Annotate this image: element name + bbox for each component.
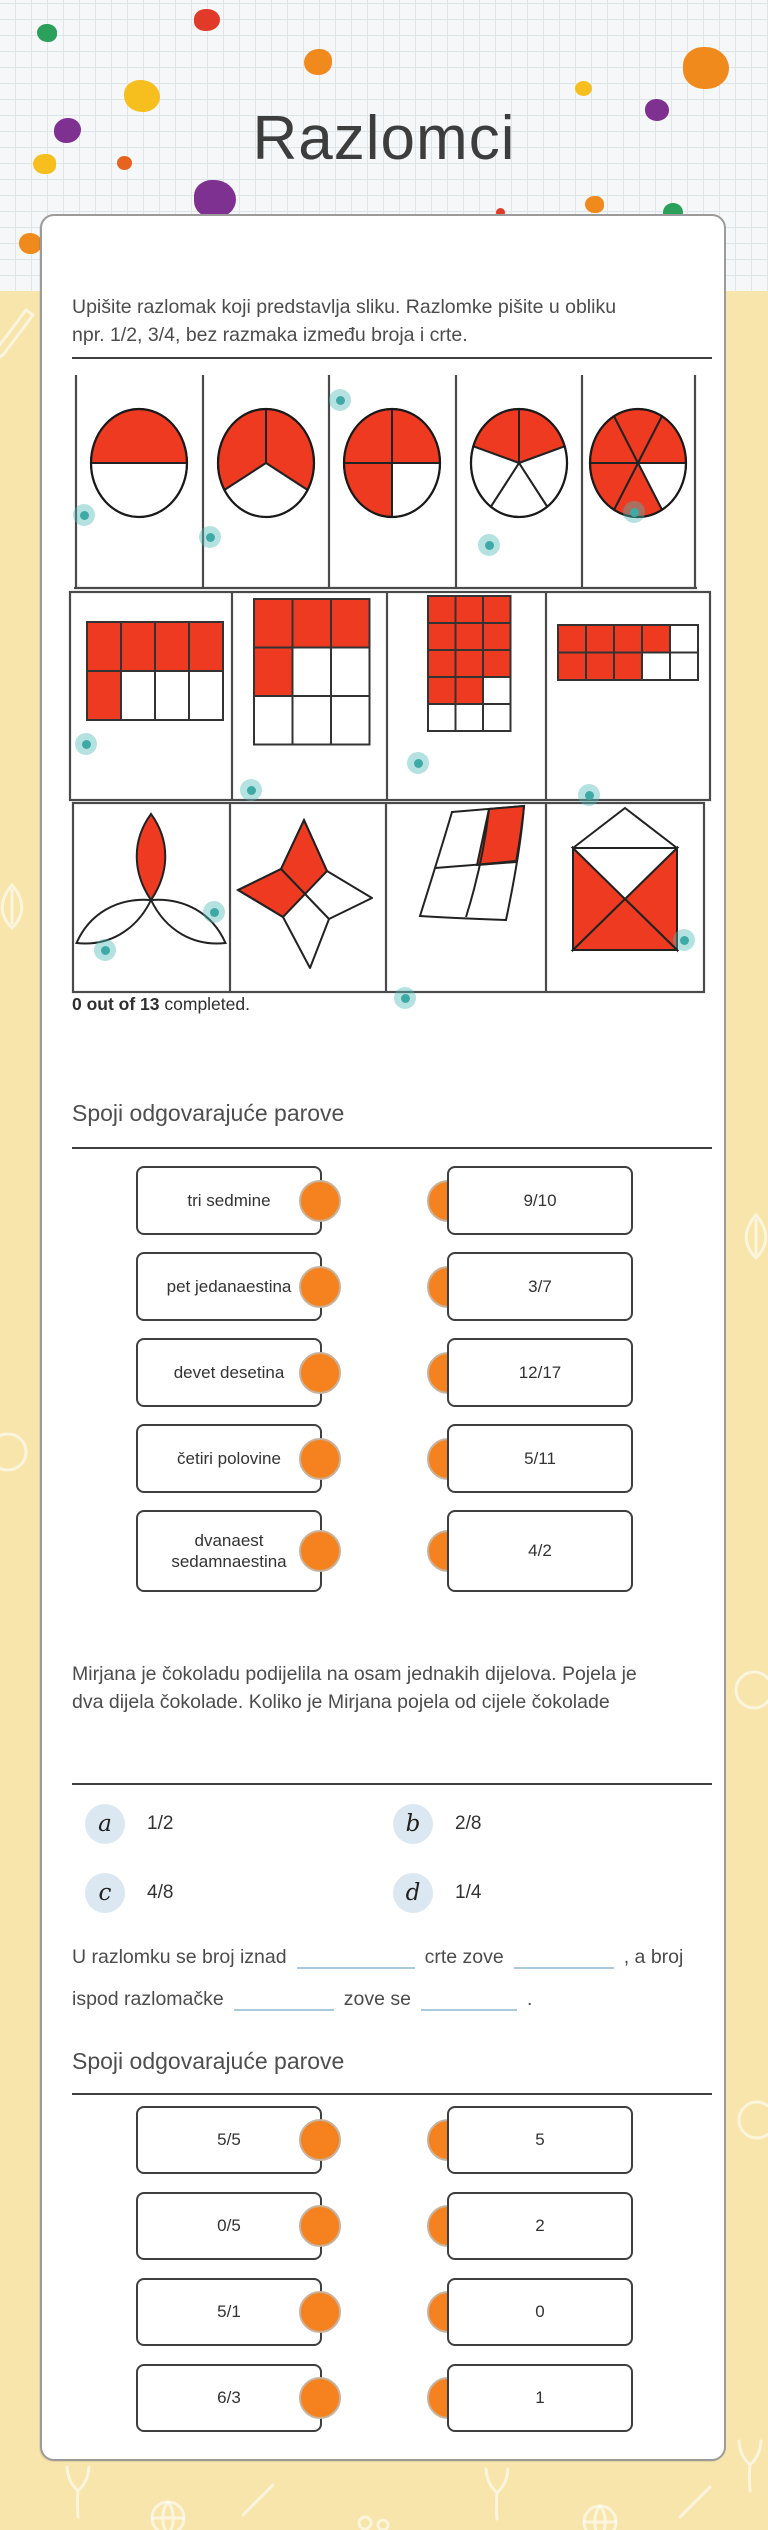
fill-blank-input[interactable] xyxy=(421,1983,517,2011)
hotspot-dot-icon xyxy=(414,759,423,768)
match-right-item: 0 xyxy=(447,2278,633,2346)
divider xyxy=(72,1147,712,1149)
progress-status: 0 out of 13 completed. xyxy=(72,994,250,1014)
page-title: Razlomci xyxy=(252,104,516,173)
hotspot-dot-icon xyxy=(401,994,410,1003)
answer-hotspot[interactable] xyxy=(407,752,429,774)
stick-doodle-icon xyxy=(660,2457,730,2530)
match-connector[interactable] xyxy=(299,1180,341,1222)
answer-hotspot[interactable] xyxy=(199,526,221,548)
match-left-item: pet jedanaestina xyxy=(136,1252,322,1321)
fill-text: ispod razlomačke xyxy=(72,1988,224,2010)
q1-instructions: Upišite razlomak koji predstavlja sliku. Razlomke pišite u obliku npr. 1/2, 3/4, bez razmaka između broja i crte. xyxy=(72,296,617,346)
y-doodle-icon xyxy=(462,2449,532,2529)
fill-blank-line-2 xyxy=(72,1983,532,2011)
match-connector[interactable] xyxy=(299,1352,341,1394)
answer-hotspot[interactable] xyxy=(240,779,262,801)
match-connector[interactable] xyxy=(299,2119,341,2161)
fill-blank-input[interactable] xyxy=(514,1941,614,1969)
mc-option-d[interactable]: d xyxy=(393,1873,433,1913)
hotspot-dot-icon xyxy=(485,541,494,550)
fill-blank-input[interactable] xyxy=(297,1941,415,1969)
match-right-item: 4/2 xyxy=(447,1510,633,1592)
hotspot-dot-icon xyxy=(336,396,345,405)
match-left-item: tri sedmine xyxy=(136,1166,322,1235)
divider xyxy=(72,1783,712,1785)
fill-text: , a broj xyxy=(623,1946,684,1968)
mc-option-a[interactable]: a xyxy=(85,1804,125,1844)
match-left-item: 5/1 xyxy=(136,2278,322,2346)
globe-doodle-icon xyxy=(133,2473,203,2530)
mc-option-label: 1/2 xyxy=(147,1813,174,1834)
ring-doodle-icon xyxy=(722,2075,768,2155)
fill-text: crte zove xyxy=(424,1946,504,1968)
hotspot-dot-icon xyxy=(630,508,639,517)
match-connector[interactable] xyxy=(299,1438,341,1480)
match-left-item: četiri polovine xyxy=(136,1424,322,1493)
mc-option-c[interactable]: c xyxy=(85,1873,125,1913)
match-left-item: dvanaest sedamnaestina xyxy=(136,1510,322,1592)
hotspot-dot-icon xyxy=(101,946,110,955)
paint-splat-icon xyxy=(194,9,220,31)
hotspot-dot-icon xyxy=(585,791,594,800)
mc-option-label: 2/8 xyxy=(455,1813,482,1834)
match-connector[interactable] xyxy=(299,1266,341,1308)
matching1-heading: Spoji odgovarajuće parove xyxy=(72,1100,345,1126)
hotspot-dot-icon xyxy=(206,533,215,542)
match-left-item: 6/3 xyxy=(136,2364,322,2432)
paint-splat-icon xyxy=(575,81,592,96)
globe-doodle-icon xyxy=(565,2477,635,2530)
answer-hotspot[interactable] xyxy=(394,987,416,1009)
match-right-item: 2 xyxy=(447,2192,633,2260)
progress-count: 0 out of 13 xyxy=(72,994,160,1014)
match-left-item: devet desetina xyxy=(136,1338,322,1407)
answer-hotspot[interactable] xyxy=(578,784,600,806)
match-left-item: 5/5 xyxy=(136,2106,322,2174)
answer-hotspot[interactable] xyxy=(203,901,225,923)
paint-splat-icon xyxy=(19,233,42,254)
match-connector[interactable] xyxy=(299,2377,341,2419)
paint-splat-icon xyxy=(304,49,332,75)
matching2-heading: Spoji odgovarajuće parove xyxy=(72,2048,345,2074)
ring-doodle-icon xyxy=(0,1407,43,1487)
match-connector[interactable] xyxy=(299,1530,341,1572)
paint-splat-icon xyxy=(194,180,236,218)
paint-splat-icon xyxy=(37,24,57,42)
fill-blank-line-1 xyxy=(72,1941,683,1969)
match-connector[interactable] xyxy=(299,2291,341,2333)
answer-hotspot[interactable] xyxy=(329,389,351,411)
answer-hotspot[interactable] xyxy=(94,939,116,961)
dot2-doodle-icon xyxy=(337,2475,407,2530)
divider xyxy=(72,357,712,359)
match-left-item: 0/5 xyxy=(136,2192,322,2260)
answer-hotspot[interactable] xyxy=(73,504,95,526)
hotspot-dot-icon xyxy=(247,786,256,795)
hotspot-dot-icon xyxy=(680,936,689,945)
match-right-item: 5/11 xyxy=(447,1424,633,1493)
hotspot-dot-icon xyxy=(82,740,91,749)
answer-hotspot[interactable] xyxy=(75,733,97,755)
stick-doodle-icon xyxy=(223,2455,293,2530)
mc-option-label: 4/8 xyxy=(147,1882,174,1903)
paint-splat-icon xyxy=(683,47,729,89)
match-right-item: 3/7 xyxy=(447,1252,633,1321)
fill-text: U razlomku se broj iznad xyxy=(72,1946,287,1968)
mc-option-label: 1/4 xyxy=(455,1882,482,1903)
match-right-item: 9/10 xyxy=(447,1166,633,1235)
fill-blank-input[interactable] xyxy=(234,1983,334,2011)
match-right-item: 1 xyxy=(447,2364,633,2432)
answer-hotspot[interactable] xyxy=(623,501,645,523)
hotspot-dot-icon xyxy=(210,908,219,917)
hotspot-dot-icon xyxy=(80,511,89,520)
fill-text: . xyxy=(526,1988,533,2010)
mc-option-b[interactable]: b xyxy=(393,1804,433,1844)
match-right-item: 5 xyxy=(447,2106,633,2174)
leaf-doodle-icon xyxy=(721,1190,768,1270)
match-connector[interactable] xyxy=(299,2205,341,2247)
paint-splat-icon xyxy=(585,196,604,213)
answer-hotspot[interactable] xyxy=(673,929,695,951)
fill-text: zove se xyxy=(343,1988,411,2010)
mc-question: Mirjana je čokoladu podijelila na osam jednakih dijelova. Pojela je dva dijela čokolade. Koliko je Mirjana pojela od cijele čokolade xyxy=(72,1663,637,1713)
divider xyxy=(72,2093,712,2095)
ring-doodle-icon xyxy=(719,1645,768,1725)
match-right-item: 12/17 xyxy=(447,1338,633,1407)
answer-hotspot[interactable] xyxy=(478,534,500,556)
